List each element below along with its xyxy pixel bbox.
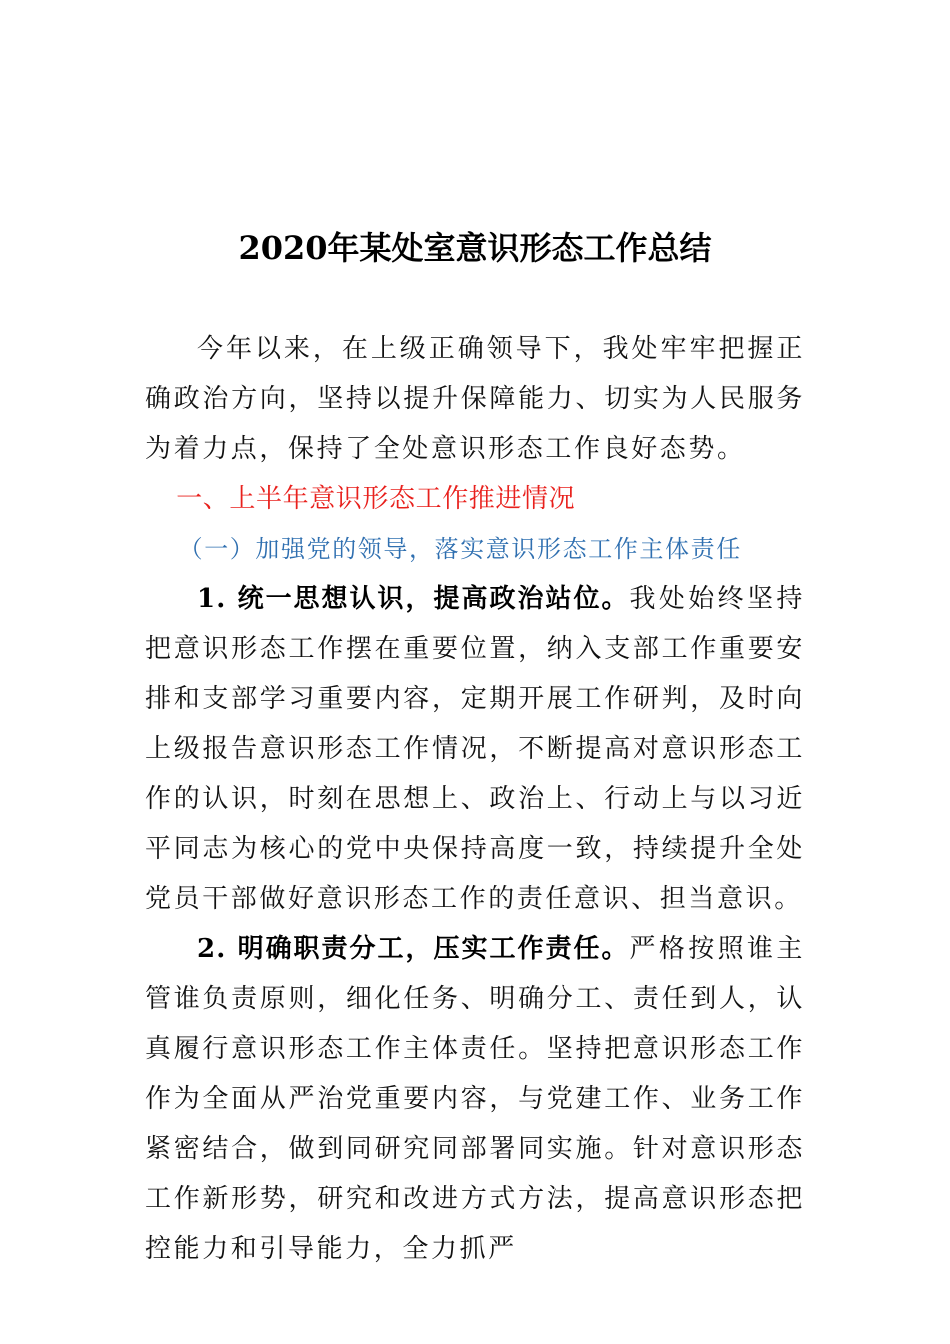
item-1-text: 我处始终坚持把意识形态工作摆在重要位置，纳入支部工作重要安排和支部学习重要内容，定期开展工作研判，及时向上级报告意识形态工作情况，不断提高对意识形态工作的认识，时刻在思想上、政治上、行动上与以习近平同志为核心的党中央保持高度一致，持续提升全处党员干部做好意识形态工作的责任意识、担当意识。 (145, 584, 805, 914)
document-body (145, 222, 805, 1274)
item-2-text: 严格按照谁主管谁负责原则，细化任务、明确分工、责任到人，认真履行意识形态工作主体责任。坚持把意识形态工作作为全面从严治党重要内容，与党建工作、业务工作紧密结合，做到同研究同部署同实施。针对意识形态工作新形势，研究和改进方式方法，提高意识形态把控能力和引导能力，全力抓严 (145, 934, 805, 1264)
item-2-lead: 2. 明确职责分工，压实工作责任。 (197, 934, 630, 964)
subsection-heading: （一）加强党的领导，落实意识形态工作主体责任 (178, 535, 742, 563)
item-2-paragraph (145, 924, 805, 1274)
intro-paragraph: 今年以来，在上级正确领导下，我处牢牢把握正确政治方向，坚持以提升保障能力、切实为人民服务为着力点，保持了全处意识形态工作良好态势。 (145, 334, 805, 464)
section-heading: 一、上半年意识形态工作推进情况 (176, 484, 576, 514)
document-title: 2020年某处室意识形态工作总结 (238, 229, 712, 267)
item-1-paragraph (145, 574, 805, 924)
item-1-lead: 1. 统一思想认识，提高政治站位。 (197, 584, 630, 614)
